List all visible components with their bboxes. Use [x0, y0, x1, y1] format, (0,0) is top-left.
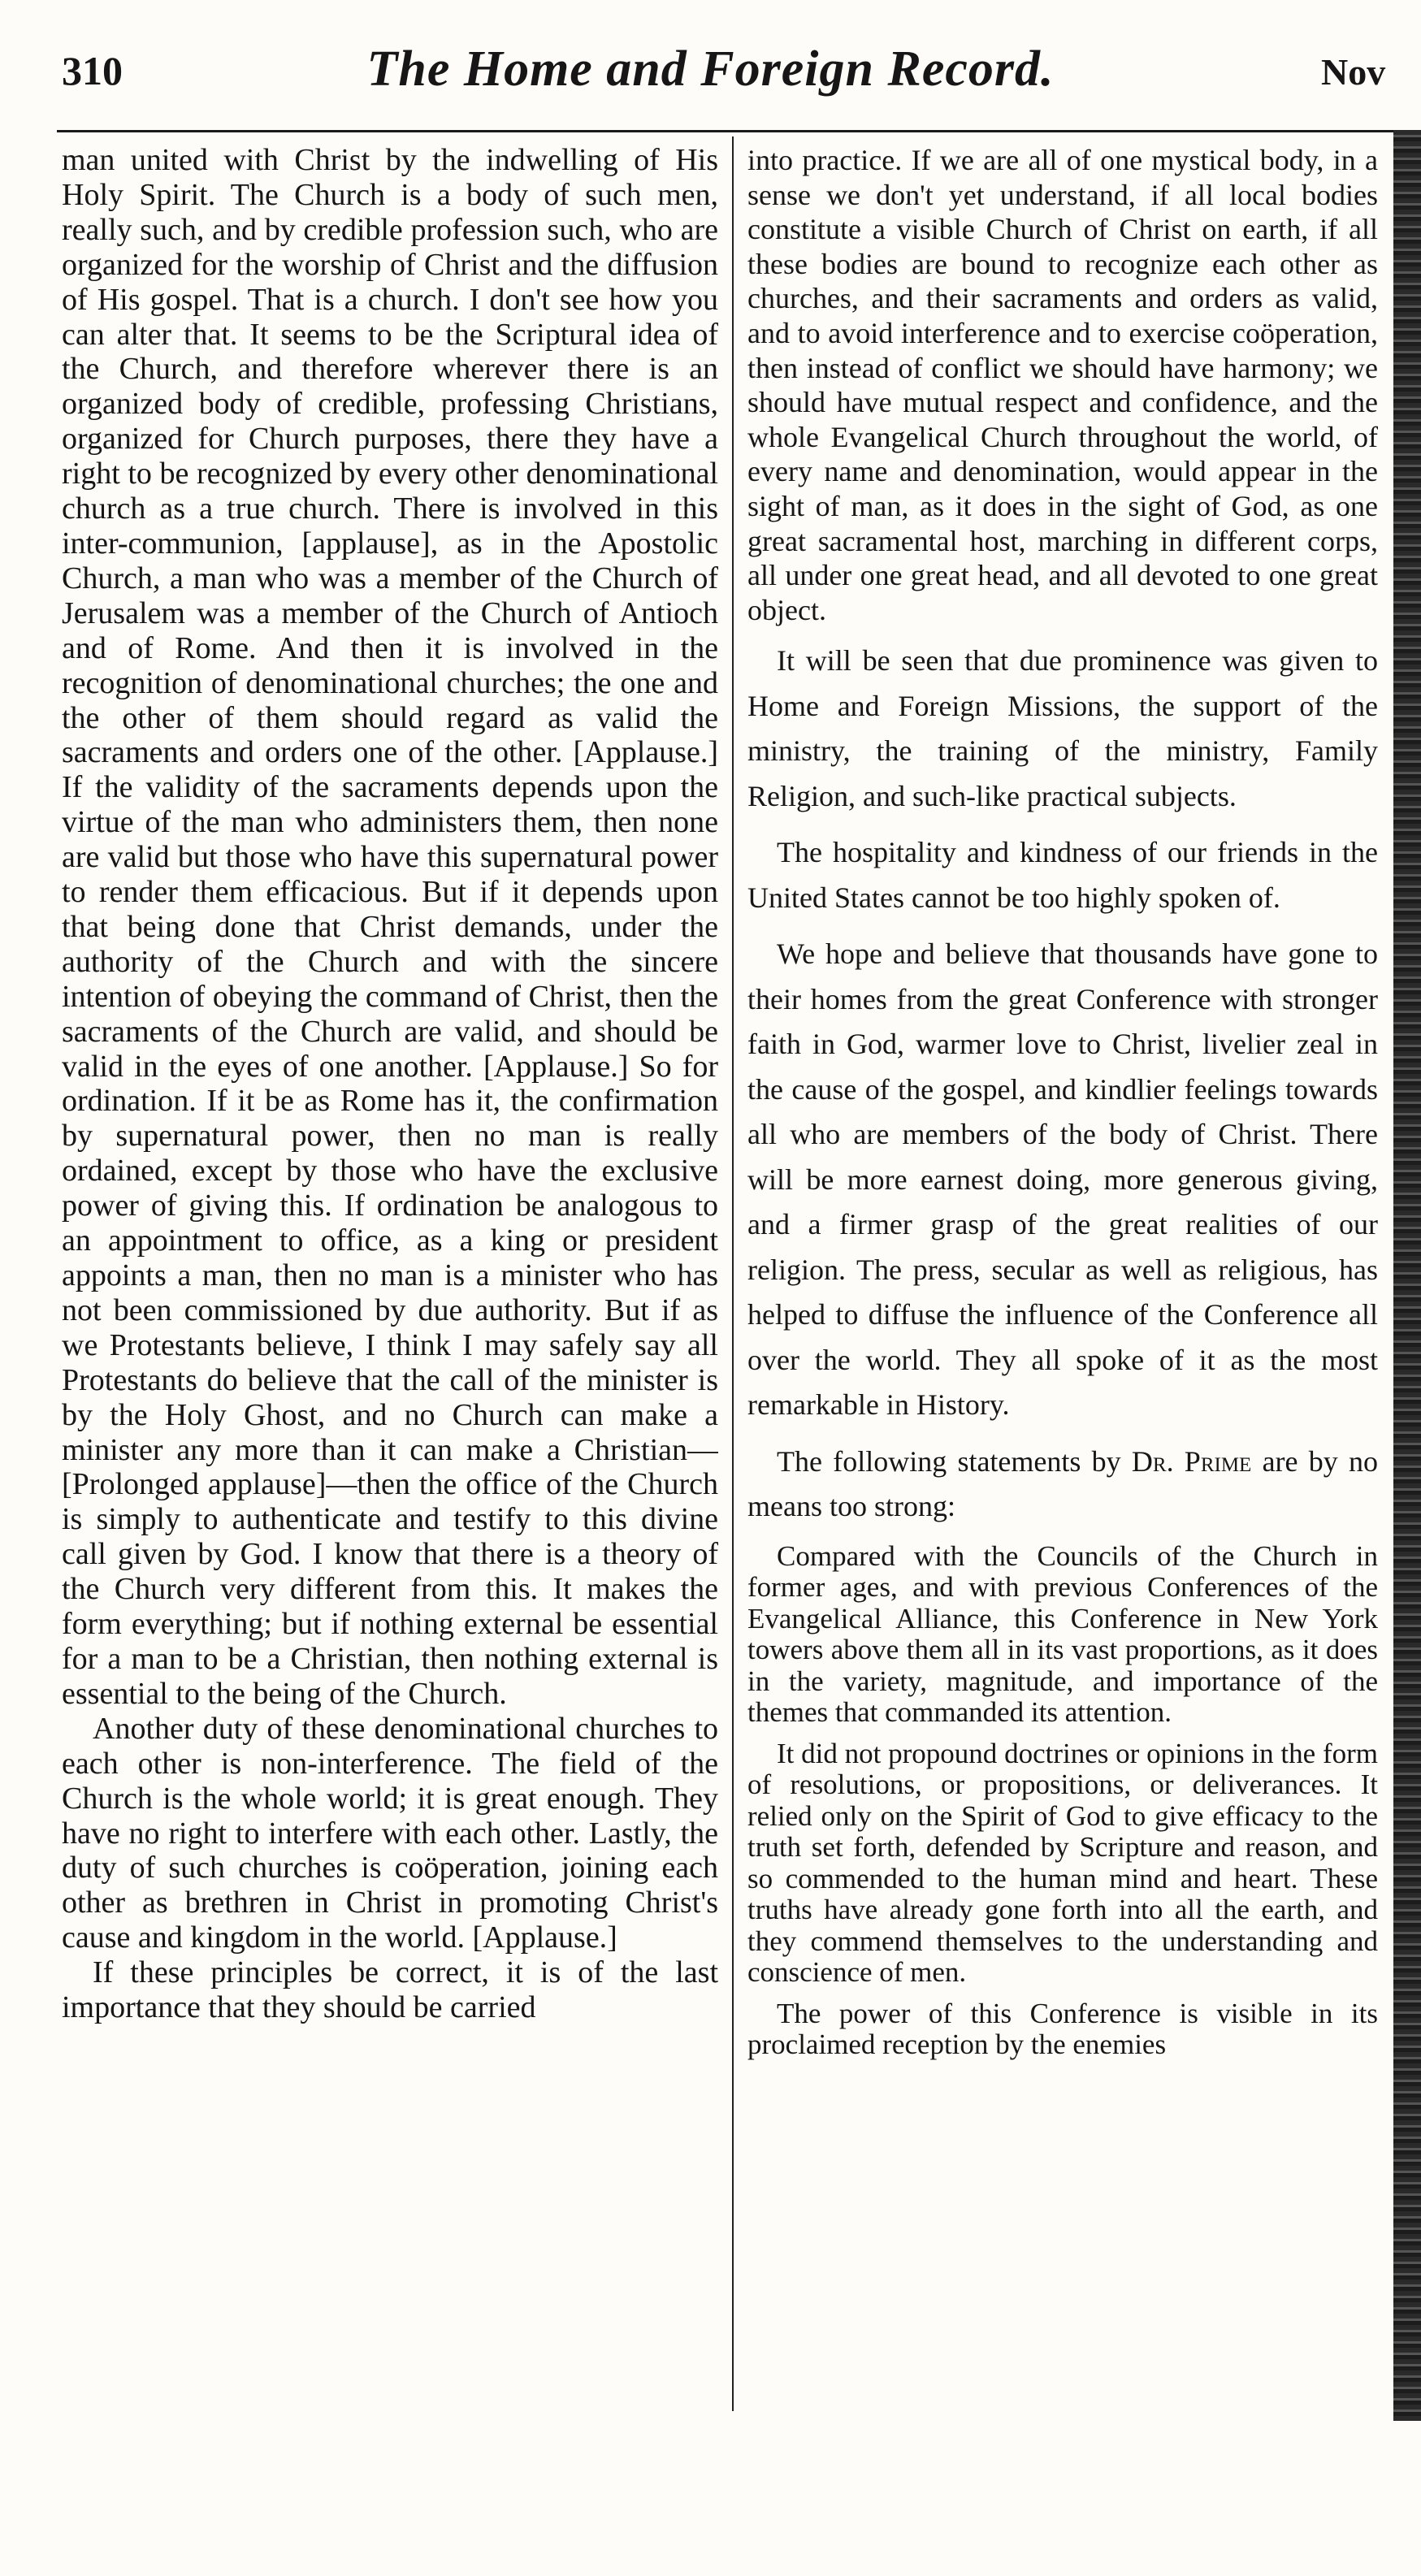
paragraph: It will be seen that due prominence was given to Home and Foreign Missions, the support of the ministry, the training of the ministry, Family Religion, and such-like practical subjects.	[747, 644, 1378, 812]
page-number: 310	[62, 48, 123, 93]
right-column	[747, 143, 1378, 2409]
quote-paragraph: Compared with the Councils of the Church in former ages, and with previous Conferences of the Evangelical Alliance, this Conference in New York towers above them all in its vast proportions, as it does in the variety, magnitude, and importance of the themes that commanded its attention.	[747, 1539, 1378, 1729]
paragraph: into practice. If we are all of one mystical body, in a sense we don't yet understand, if all local bodies constitute a visible Church of Christ on earth, if all these bodies are bound to recognize each other as churches, and their sacraments and orders as valid, and to avoid interference and to exercise coöperation, then instead of conflict we should have harmony; we should have mutual respect and confidence, and the whole Evangelical Church throughout the world, of every name and denomination, would appear in the sight of man, as it does in the sight of God, as one great sacramental host, marching in different corps, all under one great head, and all devoted to one great object.	[747, 144, 1378, 626]
quote-paragraph: The power of this Conference is visible in its proclaimed reception by the enemies	[747, 1997, 1378, 2061]
paragraph: man united with Christ by the indwelling of His Holy Spirit. The Church is a body of such men, really such, and by credible profession such, who are organized for the worship of Christ and the diffusion of His gospel. That is a church. I don't see how you can alter that. It seems to be the Scriptural idea of the Church, and therefore wherever there is an organized body of credible, professing Christians, organized for Church purposes, there they have a right to be recognized by every other denominational church as a true church. There is involved in this inter-communion, [applause], as in the Apostolic Church, a man who was a member of the Church of Jerusalem was a member of the Church of Antioch and of Rome. And then it is involved in the recognition of denominational churches; the one and the other of them should regard as valid the sacraments and orders one of the other. [Applause.] If the validity of the sacraments depends upon the virtue of the man who administers them, then none are valid but those who have this supernatural power to render them efficacious. But if it depends upon that being done that Christ demands, under the authority of the Church and with the sincere intention of obeying the command of Christ, then the sacraments of the Church are valid, and should be valid in the eyes of one another. [Applause.] So for ordination. If it be as Rome has it, the confirmation by supernatural power, then no man is really ordained, except by those who have the exclusive power of giving this. If ordination be analogous to an appointment to office, as a king or president appoints a man, then no man is a minister who has not been commissioned by due authority. But if as we Protestants believe, I think I may safely say all Protestants do believe that the call of the minister is by the Holy Ghost, and no Church can make a minister any more than it can make a Christian—[Prolonged applause]—then the office of the Church is simply to authenticate and testify to this divine call given by God. I know that there is a theory of the Church very different from this. It makes the form everything; but if nothing external be essential for a man to be a Christian, then nothing external is essential to the being of the Church.	[62, 143, 718, 1711]
paragraph: The hospitality and kindness of our friends in the United States cannot be too highly spoken of.	[747, 836, 1378, 914]
page-header	[0, 0, 1421, 130]
statement-intro	[747, 1440, 1378, 1530]
header-rule	[57, 130, 1397, 132]
journal-title: The Home and Foreign Record.	[366, 41, 1055, 97]
page-edge-shadow	[1393, 130, 1421, 2421]
quote-paragraph: It did not propound doctrines or opinions in the form of resolutions, or propositions, or deliverances. It relied only on the Spirit of God to give efficacy to the truth set forth, defended by Scripture and reason, and so commended to the human mind and heart. These truths have already gone forth into all the earth, and they commend themselves to the understanding and conscience of men.	[747, 1737, 1378, 1989]
left-column	[62, 143, 718, 2409]
intro-text: The following statements by	[777, 1444, 1132, 1478]
block-quote	[747, 1541, 1378, 2061]
column-divider	[732, 136, 734, 2411]
paragraph: We hope and believe that thousands have gone to their homes from the great Conference with stronger faith in God, warmer love to Christ, livelier zeal in the cause of the gospel, and kindlier feelings towards all who are members of the body of Christ. There will be more earnest doing, more generous giving, and a firmer grasp of the great realities of our religion. The press, secular as well as religious, has helped to diffuse the influence of the Conference all over the world. They all spoke of it as the most remarkable in History.	[747, 937, 1378, 1422]
paragraph: Another duty of these denominational churches to each other is non-interference. The field of the Church is the whole world; it is great enough. They have no right to interfere with each other. Lastly, the duty of such churches is coöperation, joining each other as brethren in Christ in promoting Christ's cause and kingdom in the world. [Applause.]	[62, 1711, 718, 1955]
paragraph: If these principles be correct, it is of the last importance that they should be carried	[62, 1955, 718, 2025]
intro-text: are by no means too strong:	[747, 1444, 1378, 1523]
header-month: Nov	[1321, 51, 1386, 93]
author-name: Dr. Prime	[1131, 1444, 1252, 1478]
